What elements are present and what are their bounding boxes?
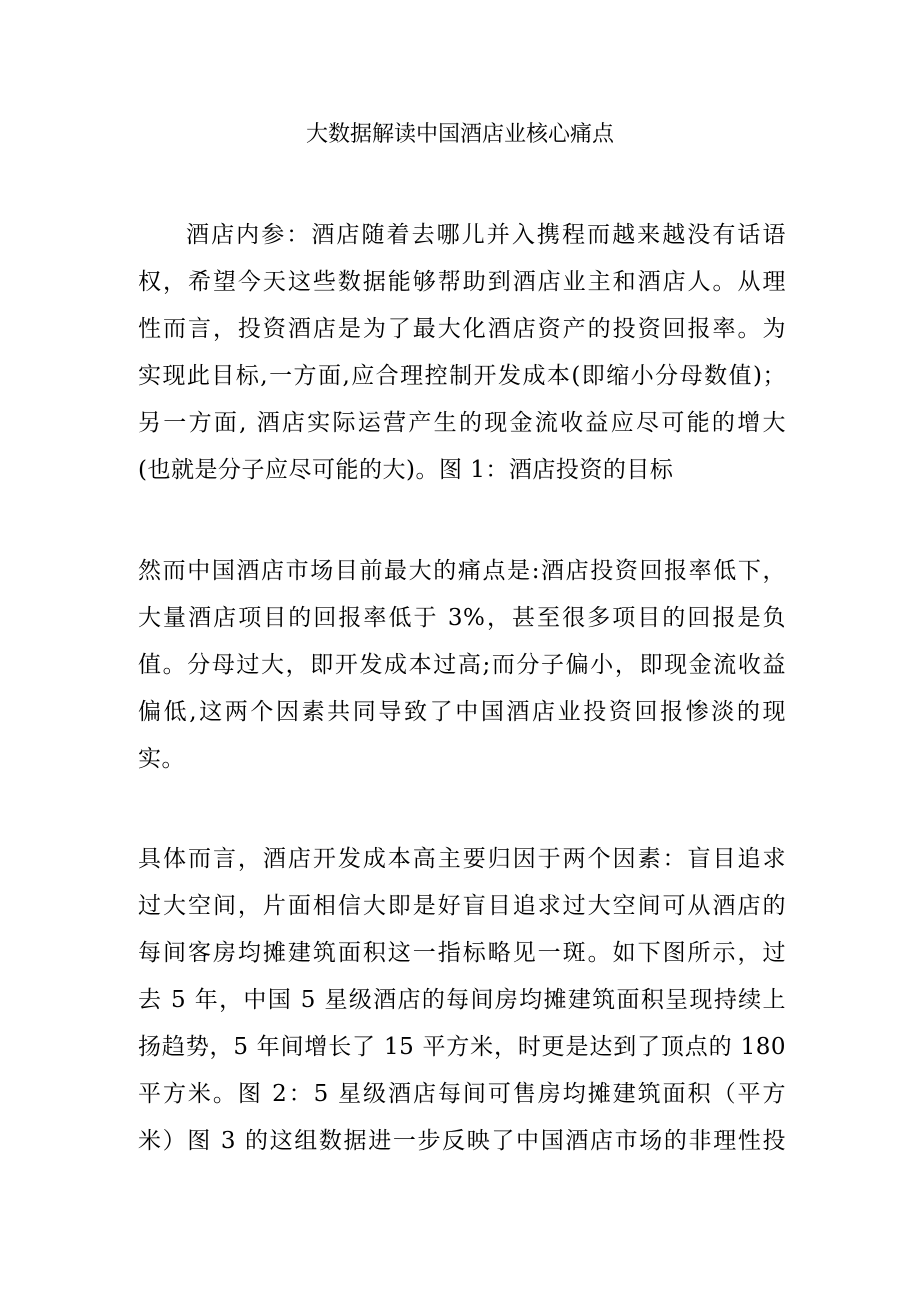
paragraph-line: 然而中国酒店市场目前最大的痛点是:酒店投资回报率低下， — [138, 558, 786, 584]
paragraph-cost-factors — [138, 836, 786, 1165]
document-title: 大数据解读中国酒店业核心痛点 — [305, 122, 614, 147]
paragraph-line: 实。 — [138, 746, 185, 772]
paragraph-line: 去 5 年，中国 5 星级酒店的每间房均摊建筑面积呈现持续上 — [138, 987, 786, 1013]
paragraph-line: 扬趋势，5 年间增长了 15 平方米，时更是达到了顶点的 180 — [138, 1034, 786, 1060]
paragraph-line: 实现此目标,一方面,应合理控制开发成本(即缩小分母数值)； — [138, 363, 786, 389]
paragraph-line: 每间客房均摊建筑面积这一指标略见一斑。如下图所示，过 — [138, 940, 786, 966]
paragraph-line: (也就是分子应尽可能的大)。图 1：酒店投资的目标 — [138, 457, 674, 483]
paragraph-line: 具体而言，酒店开发成本高主要归因于两个因素：盲目追求 — [138, 846, 786, 872]
paragraph-line: 值。分母过大，即开发成本过高;而分子偏小，即现金流收益 — [138, 652, 786, 678]
paragraph-pain-point — [138, 548, 786, 783]
paragraph-line: 偏低,这两个因素共同导致了中国酒店业投资回报惨淡的现 — [138, 699, 786, 725]
paragraph-line: 平方米。图 2：5 星级酒店每间可售房均摊建筑面积（平方 — [138, 1081, 786, 1107]
paragraph-intro — [138, 212, 786, 494]
paragraph-line: 另一方面, 酒店实际运营产生的现金流收益应尽可能的增大 — [138, 410, 786, 436]
paragraph-line: 米）图 3 的这组数据进一步反映了中国酒店市场的非理性投 — [138, 1128, 786, 1154]
paragraph-line: 性而言，投资酒店是为了最大化酒店资产的投资回报率。为 — [138, 316, 786, 342]
paragraph-line: 大量酒店项目的回报率低于 3%，甚至很多项目的回报是负 — [138, 605, 786, 631]
paragraph-line: 过大空间，片面相信大即是好盲目追求过大空间可从酒店的 — [138, 893, 786, 919]
paragraph-line: 酒店内参：酒店随着去哪儿并入携程而越来越没有话语 — [186, 222, 786, 248]
paragraph-line: 权，希望今天这些数据能够帮助到酒店业主和酒店人。从理 — [138, 269, 786, 295]
